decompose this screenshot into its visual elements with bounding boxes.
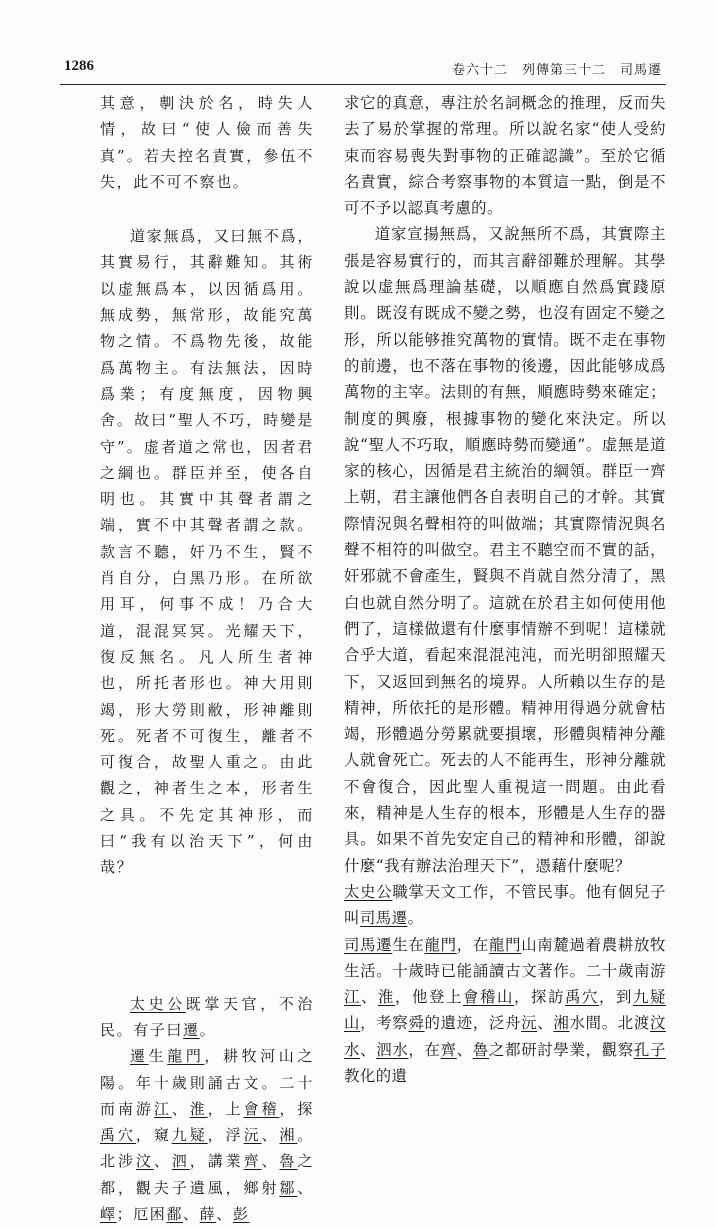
proper-noun: 龍門	[424, 935, 457, 954]
proper-noun: 江	[153, 1099, 172, 1118]
proper-noun: 鄒	[279, 1178, 298, 1197]
proper-noun: 遷	[130, 1047, 149, 1066]
proper-noun: 汶	[135, 1152, 154, 1171]
translation-paragraph-4: 司馬遷生在龍門，在龍門山南麓過着農耕放牧生活。十歲時已能誦讀古文著作。二十歲南游江、淮，他登上會稽山，探訪禹穴，到九疑山，考察舜的遺迹，泛舟沅、湘水間。北渡汶水、泗水，在齊、魯之都研討學業，觀察孔子教化的遺	[344, 935, 666, 1085]
running-head: 卷六十二 列傳第三十二 司馬遷	[451, 63, 662, 78]
translation-paragraph-3: 太史公職掌天文工作，不管民事。他有個兒子叫司馬遷。	[344, 882, 666, 928]
proper-noun: 龍門	[488, 935, 522, 954]
classical-paragraph-3: 太史公既掌天官，不治民。有子曰遷。	[100, 994, 314, 1039]
proper-noun: 龍門	[167, 1047, 205, 1066]
proper-noun: 齊	[243, 1152, 262, 1171]
proper-noun: 會稽	[243, 1099, 280, 1118]
proper-noun: 禹穴	[565, 988, 599, 1007]
proper-noun: 薛	[199, 1204, 217, 1223]
proper-noun: 太史公	[130, 994, 186, 1013]
translation-column	[344, 90, 666, 1089]
proper-noun: 鄱	[166, 1204, 184, 1223]
proper-noun: 九疑山	[344, 988, 666, 1033]
header-rule	[60, 84, 666, 85]
proper-noun: 遷	[183, 1020, 200, 1039]
proper-noun: 泗水	[376, 1040, 409, 1059]
proper-noun: 禹穴	[100, 1126, 136, 1145]
translation-paragraph-2: 道家宣揚無爲，又說無所不爲，其實際主張是容易實行的，而其言辭卻難於理解。其學說以虚無爲理論基礎，以順應自然爲實踐原則。既沒有既成不變之勢，也沒有固定不變之形，所以能够推究萬物的實情。既不走在事物的前邊，也不落在事物的後邊，因此能够成爲萬物的主宰。法則的有無，順應時勢來確定；制度的興廢，根據事物的變化來決定。所以說“聖人不巧取，順應時勢而變通”。虚無是道家的核心，因循是君主統治的綱領。群臣一齊上朝，君主讓他們各自表明自己的才幹。其實際情況與名聲相符的叫做端；其實際情況與名聲不相符的叫做空。君主不聽空而不實的話，奸邪就不會產生，賢與不肖就自然分清了，黑白也就自然分明了。這就在於君主如何使用他們了，這樣做還有什麼事情辦不到呢！這樣就合乎大道，看起來混混沌沌，而光明卻照耀天下，又返回到無名的境界。人所賴以生存的是精神，所依托的是形體。精神用得過分就會枯竭，形體過分勞累就要損壞，形體與精神分離人就會死亡。死去的人不能再生，形神分離就不會復合，因此聖人重視這一問題。由此看來，精神是人生存的根本，形體是人生存的器具。如果不首先安定自己的精神和形體，卻說什麼“我有辦法治理天下”，憑藉什麼呢？	[344, 225, 666, 875]
proper-noun: 司馬遷	[344, 935, 393, 954]
proper-noun: 齊	[440, 1040, 457, 1059]
proper-noun: 會稽山	[463, 988, 514, 1007]
proper-noun: 泗	[171, 1152, 190, 1171]
classical-paragraph-4: 遷生龍門，耕牧河山之陽。年十歲則誦古文。二十而南游江、淮，上會稽，探禹穴，窺九疑，浮沅、湘。北涉汶、泗，講業齊、魯之都，觀夫子遺風，鄉射鄒、嶧；厄困鄱、薛、彭	[100, 1047, 315, 1223]
proper-noun: 彭	[232, 1204, 250, 1223]
proper-noun: 九疑	[171, 1126, 208, 1145]
proper-noun: 孔子	[633, 1040, 666, 1059]
classical-paragraph-2: 道家無爲，又曰無不爲，其實易行，其辭難知。其術以虚無爲本，以因循爲用。無成勢，無常形，故能究萬物之情。不爲物先後，故能爲萬物主。有法無法，因時爲業；有度無度，因物興舍。故曰“聖人不巧，時變是守”。虚者道之常也，因者君之綱也。群臣并至，使各自明也。其實中其聲者謂之端，實不中其聲者謂之款。款言不聽，奸乃不生，賢不肖自分，白黑乃形。在所欲用耳，何事不成！乃合大道，混混冥冥。光耀天下，復反無名。凡人所生者神也，所托者形也。神大用則竭，形大勞則敝，形神離則死。死者不可復生，離者不可復合，故聖人重之。由此觀之，神者生之本，形者生之具。不先定其神形，而曰“我有以治天下”，何由哉？	[100, 227, 314, 877]
proper-noun: 湘	[553, 1014, 570, 1033]
proper-noun: 湘	[279, 1126, 298, 1145]
proper-noun: 汶水	[344, 1014, 666, 1059]
translation-paragraph-1: 求它的真意，專注於名詞概念的推理，反而失去了易於掌握的常理。所以說名家“使人受約束而容易喪失對事物的正確認識”。至於它循名責實，綜合考察事物的本質這一點，倒是不可不予以認真考慮的。	[344, 94, 666, 218]
proper-noun: 魯	[279, 1152, 298, 1171]
page-number: 1286	[64, 58, 94, 74]
proper-noun: 淮	[378, 988, 395, 1007]
proper-noun: 嶧	[100, 1204, 117, 1223]
proper-noun: 沅	[521, 1014, 538, 1033]
proper-noun: 太史公	[344, 882, 393, 901]
page-header	[60, 58, 666, 80]
proper-noun: 江	[344, 988, 361, 1007]
proper-noun: 沅	[243, 1126, 262, 1145]
proper-noun: 舜	[408, 1014, 425, 1033]
classical-text-column	[100, 90, 314, 1227]
proper-noun: 司馬遷	[359, 909, 408, 928]
proper-noun: 淮	[189, 1099, 208, 1118]
classical-paragraph-1: 其意，剸決於名，時失人情，故曰“使人儉而善失真”。若夫控名責實，參伍不失，此不可不察也。	[100, 94, 314, 191]
proper-noun: 魯	[472, 1040, 489, 1059]
